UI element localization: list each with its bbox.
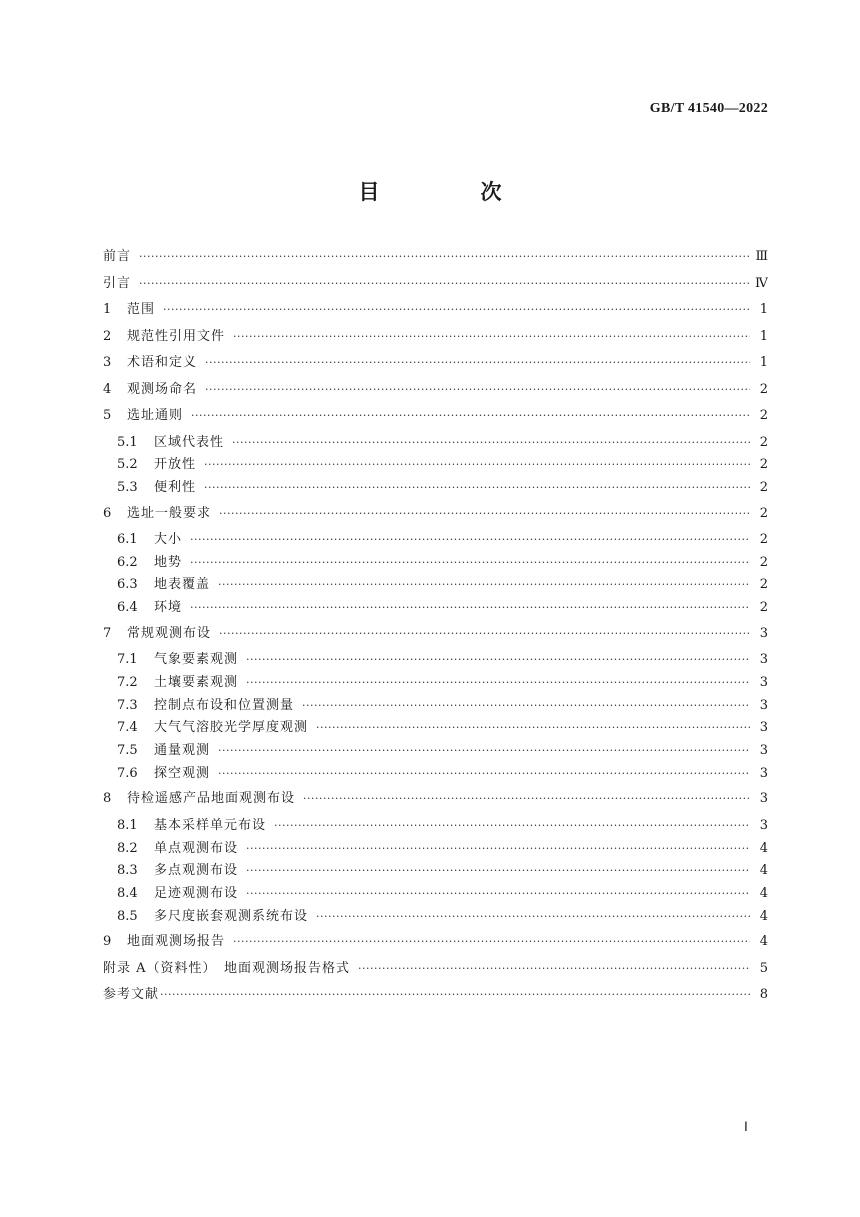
leader-dots [204,481,750,494]
toc-entry-number: 6.3 [117,577,138,593]
toc-entry-label: 前言 [103,249,132,264]
toc-entry-label: 单点观测布设 [154,840,239,856]
toc-entry-7-3[interactable] [103,694,768,717]
toc-entry-label: 规范性引用文件 [127,328,226,344]
toc-entry-number: 5.2 [117,457,138,473]
leader-dots [232,436,750,449]
toc-entry-number: 7.2 [117,675,138,690]
leader-dots [233,330,750,343]
toc-entry-number: 1 [103,302,112,317]
toc-entry-introduction[interactable] [103,272,768,299]
toc-entry-label: 地表覆盖 [154,577,211,593]
leader-dots [233,935,750,948]
toc-entry-number: 7.1 [117,652,138,668]
toc-entry-label: 待检遥感产品地面观测布设 [127,791,296,807]
toc-entry-1[interactable] [103,298,768,325]
leader-dots [218,578,750,591]
toc-entry-label: 常规观测布设 [127,625,212,641]
toc-entry-8-3[interactable] [103,859,768,882]
toc-entry-8[interactable] [103,787,768,814]
leader-dots [191,409,750,422]
toc-entry-number: 8.2 [117,840,138,856]
toc-entry-number: 5.1 [117,434,138,450]
toc-entry-page: 2 [759,577,768,593]
toc-entry-number: 5.3 [117,479,138,495]
toc-entry-label: 控制点布设和位置测量 [154,697,295,713]
toc-entry-7-2[interactable] [103,671,768,694]
toc-entry-label: 环境 [154,600,183,616]
toc-entry-label: 观测场命名 [127,381,198,397]
toc-entry-6[interactable] [103,502,768,529]
leader-dots [358,962,750,975]
toc-entry-page: 3 [759,720,768,736]
page-title: 目 次 [358,180,542,204]
toc-entry-7-5[interactable] [103,739,768,762]
leader-dots [246,887,750,900]
toc-entry-number: 6.4 [117,600,138,616]
leader-dots [139,250,750,263]
toc-entry-6-1[interactable] [103,528,768,551]
toc-entry-page: 3 [759,765,768,781]
toc-entry-page: Ⅲ [755,249,768,264]
toc-entry-page: 2 [759,600,768,616]
leader-dots [246,676,750,689]
toc-entry-label: 地势 [154,554,183,570]
toc-entry-number: 8.5 [117,908,138,924]
toc-entry-page: 1 [759,328,768,344]
leader-dots [205,356,750,369]
leader-dots [246,653,750,666]
leader-dots [218,767,750,780]
toc-entry-6-3[interactable] [103,573,768,596]
toc-entry-label: 探空观测 [154,765,211,781]
toc-entry-page: 3 [759,625,768,641]
toc-entry-5-2[interactable] [103,453,768,476]
toc-entry-3[interactable] [103,351,768,378]
leader-dots [190,533,750,546]
toc-entry-page: 4 [759,908,768,924]
leader-dots [246,864,750,877]
toc-entry-foreword[interactable] [103,245,768,272]
toc-entry-7-6[interactable] [103,762,768,785]
leader-dots [219,507,750,520]
page-number: Ⅰ [744,1119,748,1134]
toc-entry-number: 6.2 [117,554,138,570]
toc-entry-number: 2 [103,328,112,344]
leader-dots [316,721,750,734]
toc-entry-page: 1 [759,355,768,370]
toc-entry-8-4[interactable] [103,882,768,905]
toc-entry-number: 8.1 [117,817,138,833]
toc-entry-page: 4 [759,934,768,950]
toc-entry-label: 引言 [103,275,132,291]
leader-dots [246,842,750,855]
toc-entry-label: 选址一般要求 [127,505,212,521]
toc-entry-label: 选址通则 [127,408,184,423]
toc-entry-page: 3 [759,817,768,833]
toc-entry-label: 基本采样单元布设 [154,817,267,833]
leader-dots [302,699,750,712]
toc-entry-label: 多点观测布设 [154,863,239,879]
toc-entry-5-3[interactable] [103,476,768,499]
toc-entry-number: 7.3 [117,697,138,713]
leader-dots [139,277,750,290]
toc-entry-label: 附录 A（资料性） 地面观测场报告格式 [103,960,351,976]
toc-entry-number: 6 [103,505,112,521]
toc-entry-number: 9 [103,934,112,950]
toc-entry-number: 5 [103,408,112,423]
toc-entry-page: 2 [759,479,768,495]
toc-entry-label: 区域代表性 [154,434,225,450]
toc-entry-8-5[interactable] [103,905,768,928]
toc-entry-page: Ⅳ [755,275,768,291]
toc-entry-page: 2 [759,554,768,570]
toc-entry-9[interactable] [103,930,768,957]
leader-dots [316,910,750,923]
toc-entry-number: 8.4 [117,886,138,901]
toc-entry-label: 气象要素观测 [154,652,239,668]
toc-entry-7-4[interactable] [103,716,768,739]
toc-entry-page: 2 [759,408,768,423]
leader-dots [190,556,750,569]
toc-entry-appendix-a[interactable] [103,957,768,984]
toc-entry-page: 1 [759,302,768,317]
leader-dots [205,383,750,396]
toc-entry-references[interactable] [103,983,768,1010]
toc-entry-label: 开放性 [154,457,197,473]
toc-entry-6-2[interactable] [103,551,768,574]
toc-entry-page: 3 [759,743,768,759]
toc-entry-label: 范围 [127,302,156,317]
toc-entry-label: 便利性 [154,479,197,495]
toc-entry-page: 2 [759,532,768,548]
toc-entry-page: 2 [759,505,768,521]
toc-entry-page: 5 [759,960,768,976]
toc-entry-8-1[interactable] [103,814,768,837]
toc-entry-number: 8 [103,791,112,807]
toc-entry-page: 2 [759,381,768,397]
toc-entry-page: 2 [759,434,768,450]
toc-entry-number: 7.5 [117,743,138,759]
toc-entry-label: 通量观测 [154,743,211,759]
toc-entry-page: 2 [759,457,768,473]
toc-entry-label: 大气气溶胶光学厚度观测 [154,720,309,736]
leader-dots [204,458,750,471]
leader-dots [218,744,750,757]
toc-entry-page: 4 [759,886,768,901]
toc-entry-5[interactable] [103,404,768,431]
toc-entry-number: 3 [103,355,112,370]
toc-entry-page: 4 [759,863,768,879]
toc-entry-number: 6.1 [117,532,138,548]
toc-entry-number: 7 [103,625,112,641]
toc-entry-number: 7.4 [117,720,138,736]
toc-entry-8-2[interactable] [103,837,768,860]
table-of-contents [103,245,768,1010]
leader-dots [160,988,750,1001]
toc-entry-7[interactable] [103,622,768,649]
toc-entry-page: 3 [759,791,768,807]
toc-entry-6-4[interactable] [103,596,768,619]
toc-entry-label: 地面观测场报告 [127,934,226,950]
toc-entry-label: 多尺度嵌套观测系统布设 [154,908,309,924]
toc-entry-label: 参考文献 [103,987,160,1003]
toc-entry-number: 7.6 [117,765,138,781]
toc-entry-label: 足迹观测布设 [154,886,239,901]
leader-dots [303,792,750,805]
toc-entry-5-1[interactable] [103,431,768,454]
toc-entry-number: 4 [103,381,112,397]
toc-entry-number: 8.3 [117,863,138,879]
leader-dots [274,819,750,832]
toc-entry-4[interactable] [103,378,768,405]
toc-entry-page: 3 [759,675,768,690]
toc-entry-page: 3 [759,652,768,668]
toc-entry-label: 大小 [154,532,183,548]
leader-dots [190,601,750,614]
toc-entry-page: 4 [759,840,768,856]
toc-entry-page: 8 [759,987,768,1003]
standard-number: GB/T 41540—2022 [649,101,768,116]
leader-dots [219,627,750,640]
toc-entry-page: 3 [759,697,768,713]
toc-entry-2[interactable] [103,325,768,352]
toc-entry-7-1[interactable] [103,648,768,671]
toc-entry-label: 土壤要素观测 [154,675,239,690]
toc-entry-label: 术语和定义 [127,355,198,370]
leader-dots [163,303,750,316]
